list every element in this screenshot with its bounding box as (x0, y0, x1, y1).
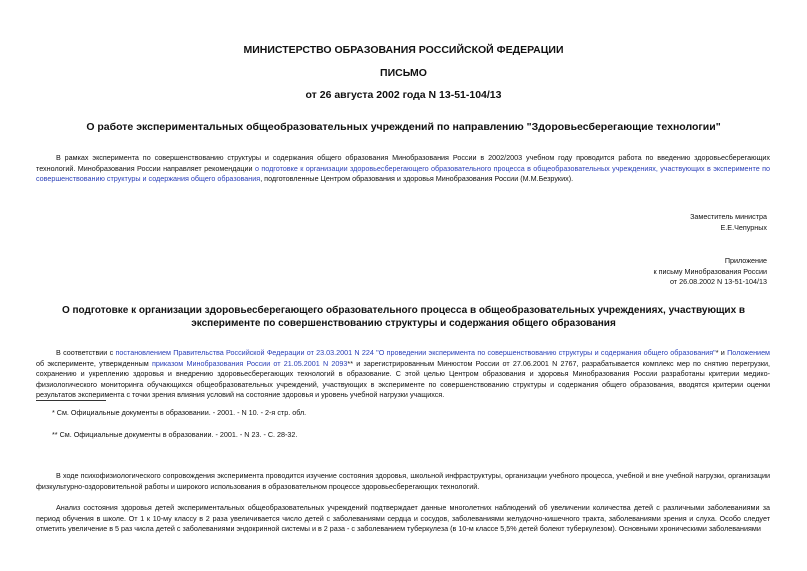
date-number-heading: от 26 августа 2002 года N 13-51-104/13 (305, 89, 502, 101)
subject-heading: О работе экспериментальных общеобразовательных учреждений по направлению "Здоровьесберегающие технологии" (86, 121, 721, 133)
annex-line-3: от 26.08.2002 N 13-51-104/13 (669, 277, 767, 287)
recommendations-link[interactable]: о подготовке к организации здоровьесберегающего образовательного процесса в общеобразовательных учреждениях, участвующих в эксперименте по совершенствованию структуры и содержания общего образования (36, 163, 770, 184)
regulation-link[interactable]: Положением (727, 348, 771, 357)
body-paragraph-3: Анализ состояния здоровья детей экспериментальных общеобразовательных учреждений подтверждает данные многолетних наблюдений об увеличении количества детей с различными заболеваниями за период обучения в школе. От 1 к 10-му классу в 2 раза увеличивается число детей с заболеваниями сердца и сосудов, заболеваниями желудочно-кишечного тракта, заболеваниями зрения и слуха. Особо следует отметить увеличение в 5 раз числа детей с заболеваниями эндокринной системы и в 2 раза - с заболеванием туберкулеза (в 10-м классе 5,5% детей болеют туберкулезом). Основными хроническими заболеваниями (36, 503, 770, 534)
body-paragraph-1 (36, 348, 770, 401)
body1-text-3: об эксперименте, утвержденным (36, 358, 152, 368)
body1-text-4: ** и зарегистрированным Минюстом России от 27.06.2001 N 2767, разрабатывается комплекс мер по снятию перегрузки, сохранению и укреплению здоровья и внедрению здоровьесберегающих технологий в образование. С этой целью Центром образования и здоровья Минобразования России разработаны критерии медико-физиологического мониторинга обучающихся общеобразовательных учреждений, участвующих в эксперименте по совершенствованию структуры и содержания общего образования, вводятся критерии оценки результатов эксперимента с точки зрения влияния условий на состояние здоровья и уровень учебной нагрузки учащихся. (36, 358, 770, 400)
annex-line-1: Приложение (724, 256, 767, 265)
footnote-1: * См. Официальные документы в образовании. - 2001. - N 10. - 2-я стр. обл. (52, 408, 307, 417)
ministry-order-link[interactable]: приказом Минобразования России от 21.05.2001 N 2093 (151, 358, 348, 368)
body1-text-2: * и (715, 348, 728, 357)
annex-block (653, 256, 767, 288)
signature-name: Е.Е.Чепурных (720, 222, 767, 232)
annex-title: О подготовке к организации здоровьесберегающего образовательного процесса в общеобразовательных учреждениях, участвующих в эксперименте по совершенствованию структуры и содержания общего образования (61, 305, 746, 329)
doc-type-heading: ПИСЬМО (380, 67, 427, 79)
intro-text-1: В рамках эксперимента по совершенствованию структуры и содержания общего образования Минобразования России в 2002/2003 учебном году проводится работа по введению здоровьесберегающих технологий. Минобразования России направляет рекомендации (36, 153, 770, 173)
government-decree-link[interactable]: постановлением Правительства Российской Федерации от 23.03.2001 N 224 "О проведении эксперимента по совершенствованию структуры и содержания общего образования" (115, 348, 716, 357)
ministry-heading: МИНИСТЕРСТВО ОБРАЗОВАНИЯ РОССИЙСКОЙ ФЕДЕРАЦИИ (243, 44, 564, 56)
intro-paragraph (36, 153, 770, 185)
annex-line-2: к письму Минобразования России (653, 266, 767, 276)
footnote-divider (36, 400, 106, 401)
body-paragraph-2: В ходе психофизиологического сопровождения эксперимента проводится изучение состояния здоровья, школьной инфраструктуры, организации учебного процесса, учебной и вне учебной нагрузки, организации физкультурно-оздоровительной работы и широкого использования в образовательном процессе здоровьесберегающих технологий. (36, 471, 770, 491)
signature-block (690, 212, 767, 233)
body1-text-1: В соответствии с (56, 348, 116, 357)
intro-text-2: , подготовленные Центром образования и здоровья Минобразования России (М.М.Безруких). (260, 174, 574, 184)
signature-position: Заместитель министра (690, 212, 767, 221)
footnote-2: ** См. Официальные документы в образовании. - 2001. - N 23. - С. 28-32. (52, 430, 298, 439)
